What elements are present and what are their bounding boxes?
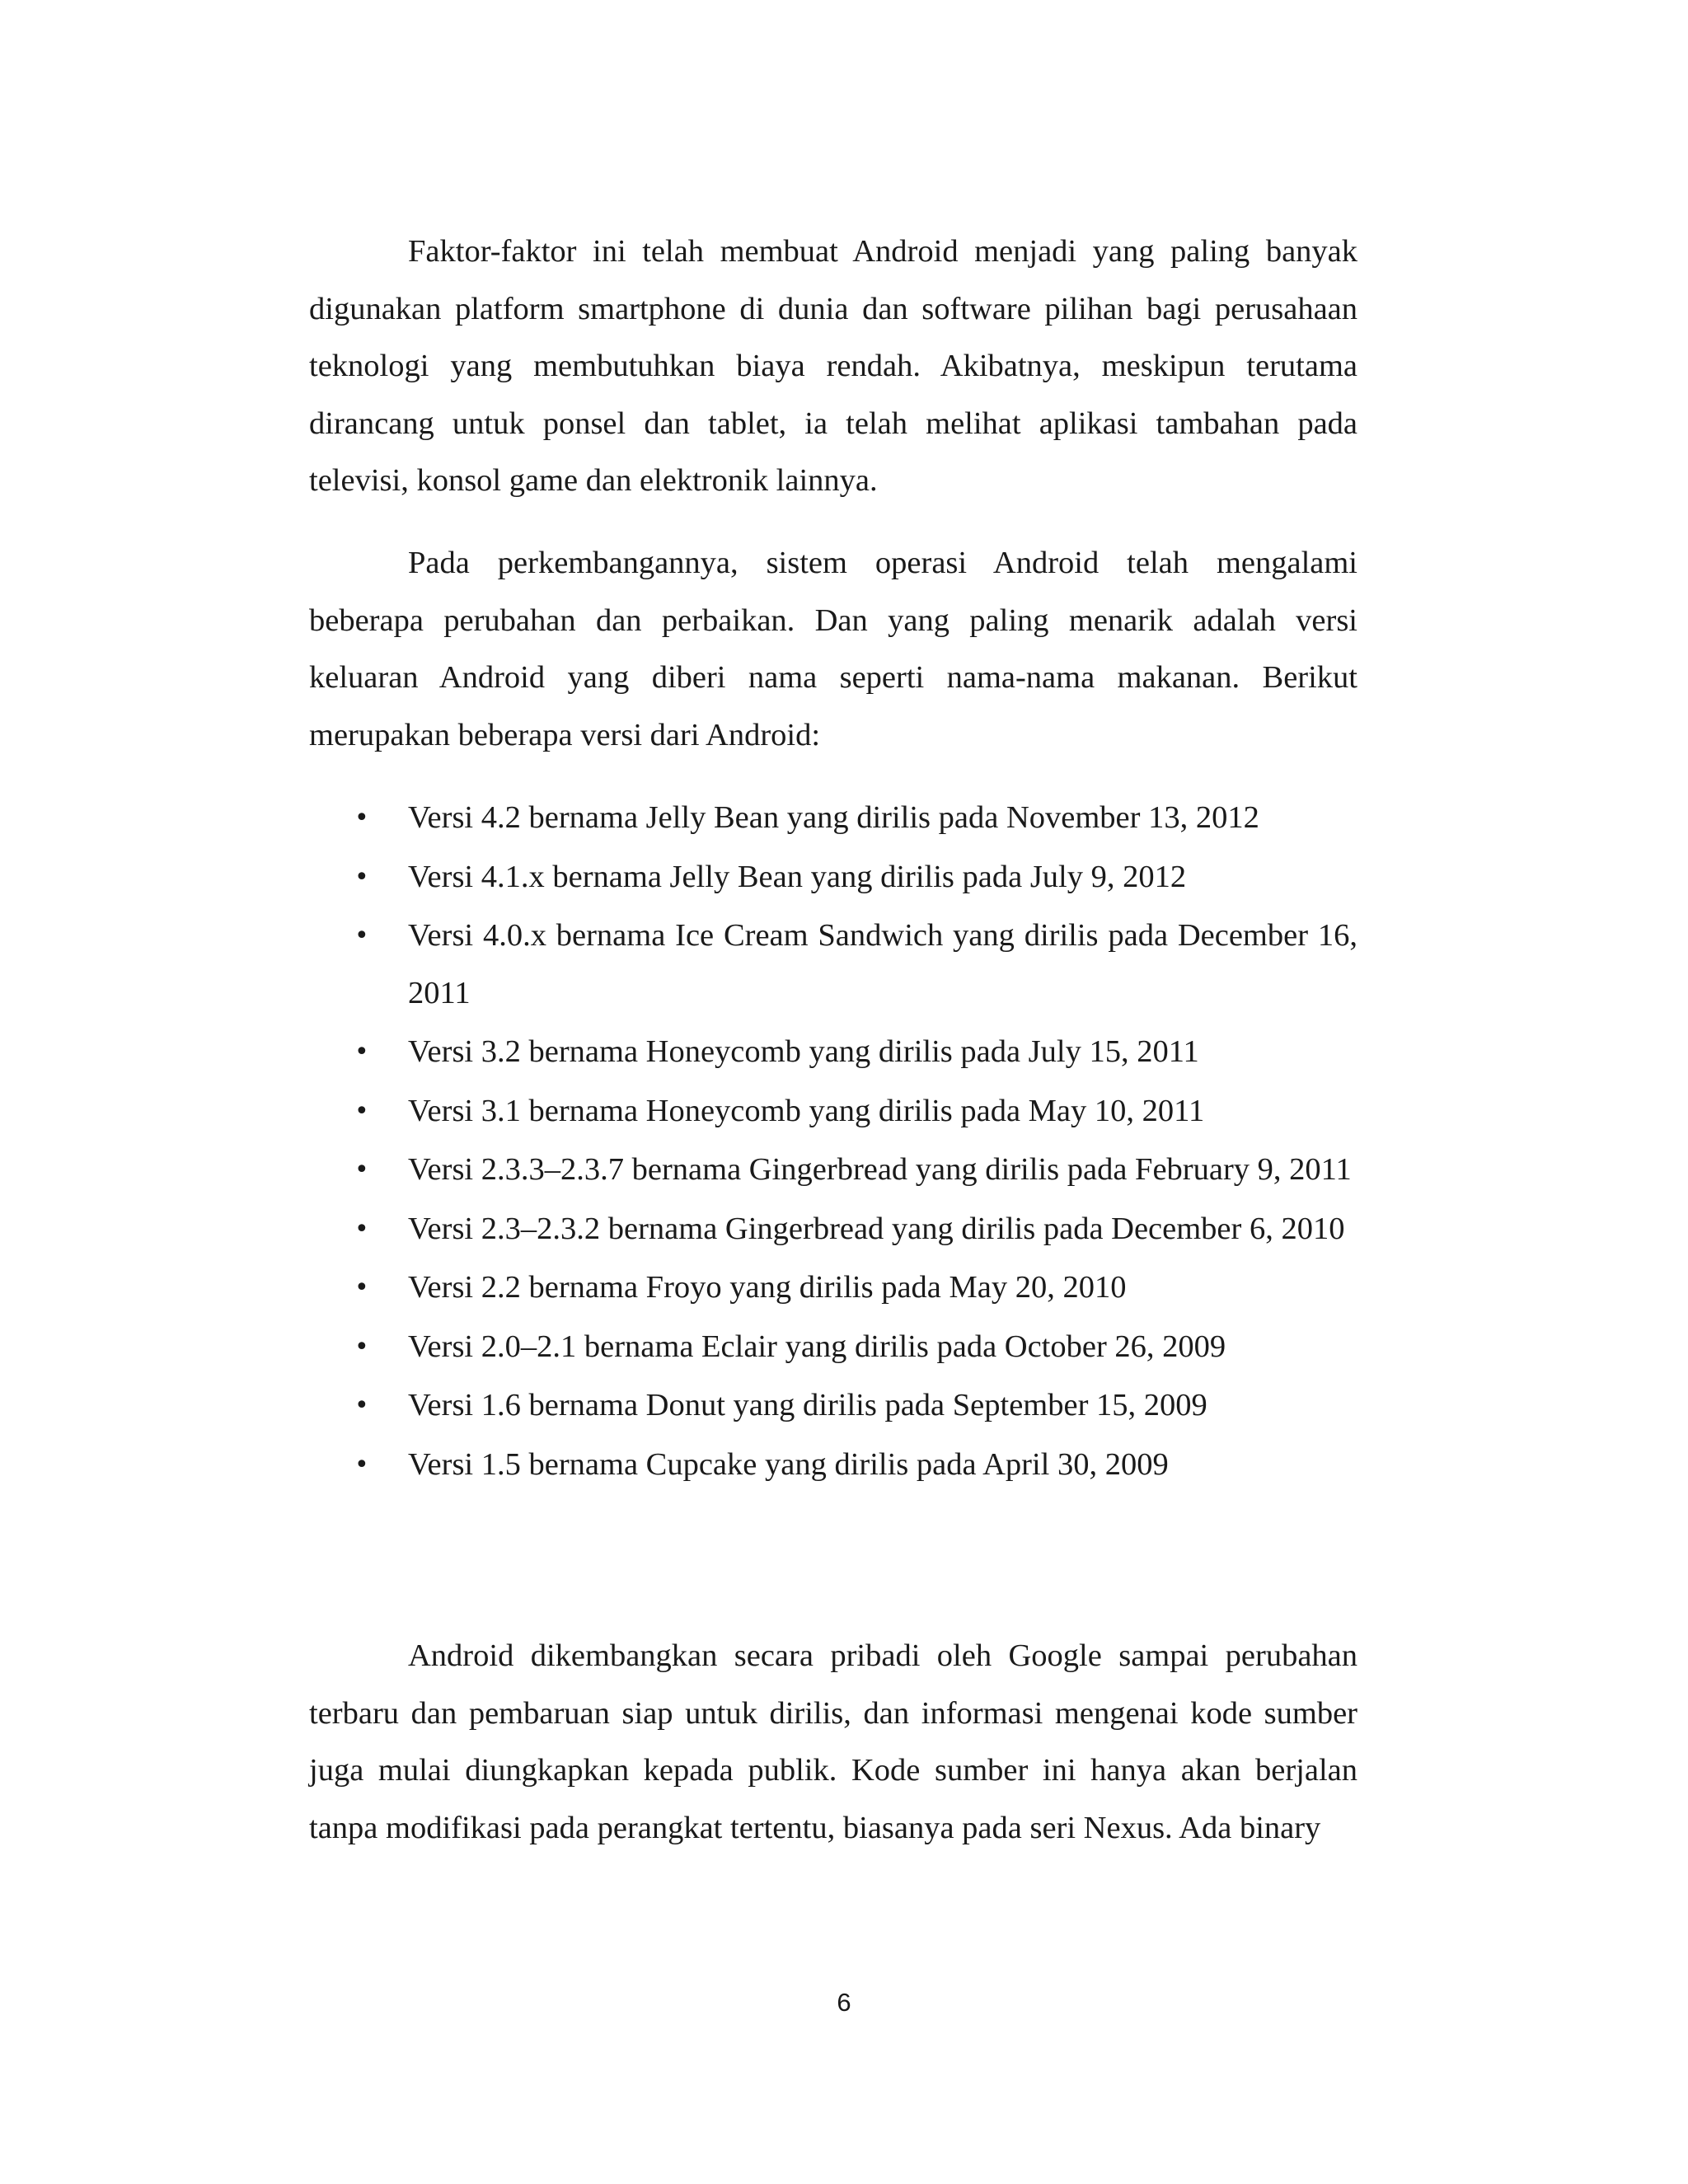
paragraph-android-evolution: Pada perkembangannya, sistem operasi Android telah mengalami beberapa perubahan dan perbaikan. Dan yang paling menarik adalah versi keluaran Android yang diberi nama seperti nama-nama makanan. Berikut merupakan beberapa versi dari Android: (309, 546, 1357, 752)
bullet-icon: • (354, 1155, 369, 1184)
version-text: Versi 1.6 bernama Donut yang dirilis pada September 15, 2009 (408, 1388, 1207, 1422)
version-text: Versi 4.0.x bernama Ice Cream Sandwich yang dirilis pada December 16, 2011 (408, 918, 1357, 1010)
paragraph-android-factors: Faktor-faktor ini telah membuat Android menjadi yang paling banyak digunakan platform smartphone di dunia dan software pilihan bagi perusahaan teknologi yang membutuhkan biaya rendah. Akibatnya, meskipun terutama dirancang untuk ponsel dan tablet, ia telah melihat aplikasi tambahan pada televisi, konsol game dan elektronik lainnya. (309, 234, 1357, 498)
bullet-icon: • (354, 1332, 369, 1361)
bullet-icon: • (354, 1096, 369, 1126)
list-item (309, 1141, 1357, 1199)
version-text: Versi 2.0–2.1 bernama Eclair yang dirilis pada October 26, 2009 (408, 1329, 1226, 1364)
version-text: Versi 1.5 bernama Cupcake yang dirilis pada April 30, 2009 (408, 1446, 1169, 1482)
android-version-list (309, 790, 1357, 1495)
bullet-icon: • (354, 1038, 369, 1066)
version-text: Versi 4.2 bernama Jelly Bean yang dirilis pada November 13, 2012 (408, 800, 1259, 835)
list-item (309, 1377, 1357, 1435)
bullet-icon: • (354, 804, 369, 832)
list-item (309, 1259, 1357, 1317)
version-text: Versi 3.1 bernama Honeycomb yang dirilis pada May 10, 2011 (408, 1093, 1205, 1128)
list-item (309, 907, 1357, 1022)
bullet-icon: • (354, 1450, 369, 1479)
version-text: Versi 3.2 bernama Honeycomb yang dirilis pada July 15, 2011 (408, 1034, 1199, 1069)
list-item (309, 1083, 1357, 1141)
version-text: Versi 2.2 bernama Froyo yang dirilis pada May 20, 2010 (408, 1270, 1127, 1305)
page-number: 6 (837, 1988, 851, 2017)
bullet-icon: • (354, 1391, 369, 1420)
list-item (309, 849, 1357, 907)
list-item (309, 1319, 1357, 1376)
list-item (309, 1024, 1357, 1081)
paragraph-android-source: Android dikembangkan secara pribadi oleh Google sampai perubahan terbaru dan pembaruan siap untuk dirilis, dan informasi mengenai kode sumber juga mulai diungkapkan kepada publik. Kode sumber ini hanya akan berjalan tanpa modifikasi pada perangkat tertentu, biasanya pada seri Nexus. Ada binary (309, 1638, 1357, 1845)
bullet-icon: • (354, 921, 369, 950)
bullet-icon: • (354, 862, 369, 892)
version-text: Versi 4.1.x bernama Jelly Bean yang dirilis pada July 9, 2012 (408, 859, 1187, 894)
bullet-icon: • (354, 1273, 369, 1302)
version-text: Versi 2.3–2.3.2 bernama Gingerbread yang dirilis pada December 6, 2010 (408, 1211, 1345, 1246)
version-text: Versi 2.3.3–2.3.7 bernama Gingerbread yang dirilis pada February 9, 2011 (408, 1152, 1352, 1187)
bullet-icon: • (354, 1214, 369, 1244)
list-item (309, 790, 1357, 847)
list-item (309, 1201, 1357, 1258)
list-item (309, 1436, 1357, 1494)
